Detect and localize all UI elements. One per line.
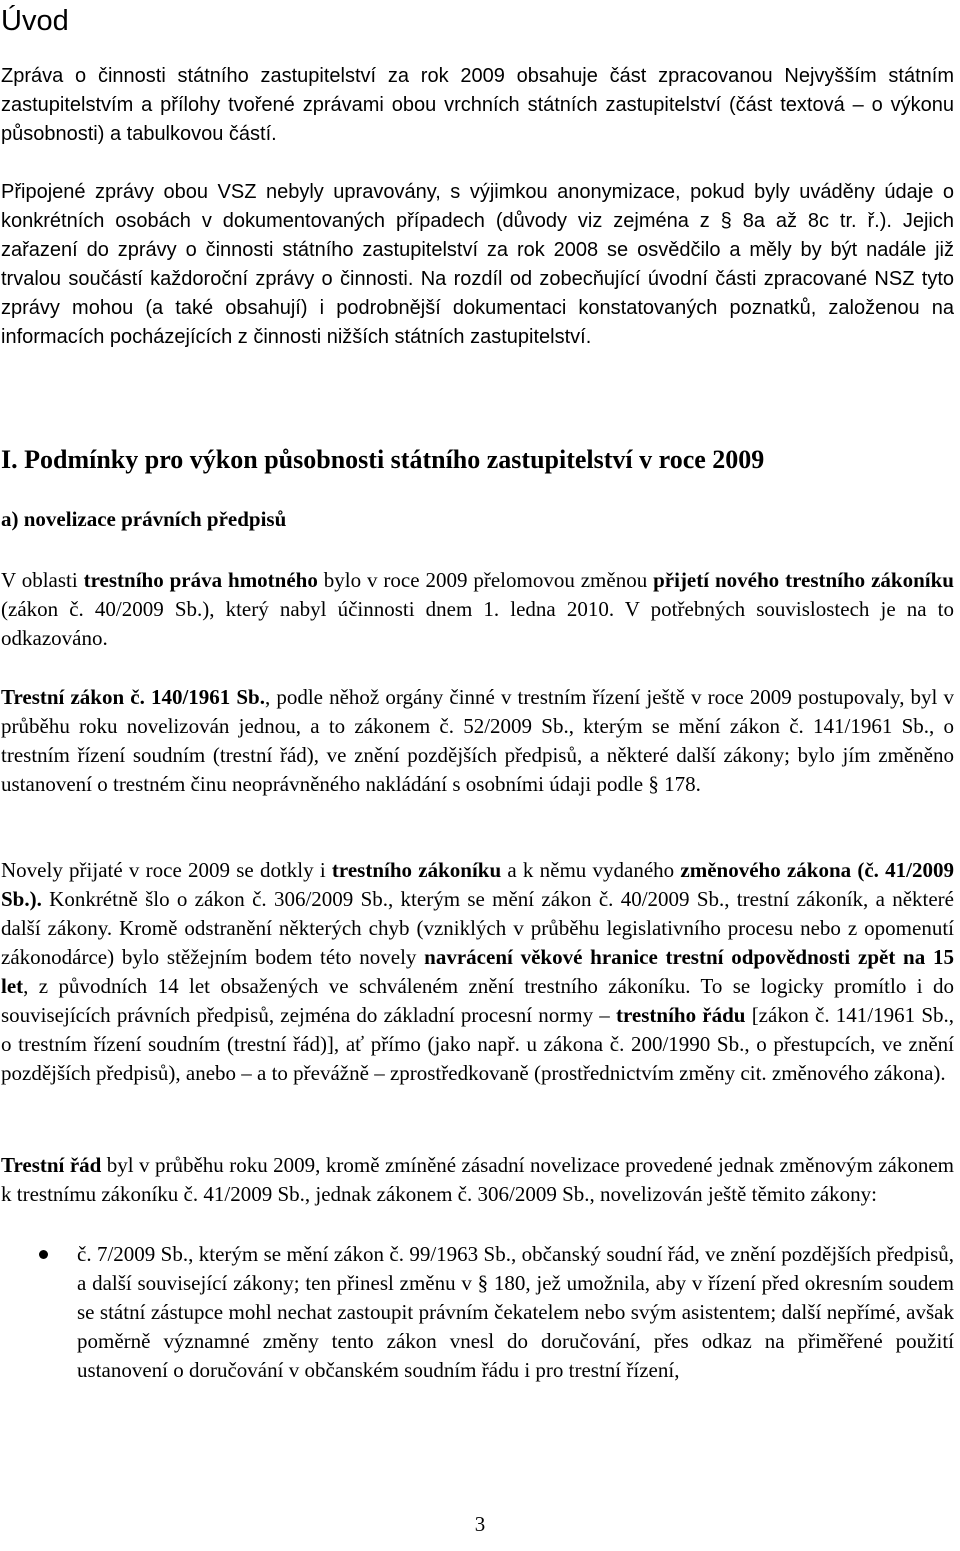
subsection-heading	[1, 507, 954, 532]
list-item-text: č. 7/2009 Sb., kterým se mění zákon č. 99/1963 Sb., občanský soudní řád, ve znění pozdějších předpisů, a další související zákony; ten přinesl změnu v § 180, jež umožnila, aby v řízení před okresním soudem se státní zástupce mohl nechat zastoupit právním čekatelem nebo svým asistentem; další nepřímé, avšak poměrně významné změny tento zákon vnesl do doručování, přes odkaz na přiměřené použití ustanovení o doručování v občanském soudním řádu i pro trestní řízení,	[77, 1242, 954, 1382]
intro-paragraph-1-text: Zpráva o činnosti státního zastupitelství za rok 2009 obsahuje část zpracovanou Nejvyšším státním zastupitelstvím a přílohy tvořené zprávami obou vrchních státních zastupitelství (část textová – o výkonu působnosti) a tabulkovou částí.	[1, 65, 954, 145]
bullet-icon	[39, 1250, 48, 1259]
p3-bold-3: navrácení věkové hranice trestní odpovědnosti zpět na 15 let	[1, 945, 954, 998]
intro-paragraph-2	[1, 178, 954, 352]
intro-paragraph-2-text: Připojené zprávy obou VSZ nebyly upravovány, s výjimkou anonymizace, pokud byly uváděny údaje o konkrétních osobách v dokumentovaných případech (důvody viz zejména z § 8a až 8c tr. ř.). Jejich zařazení do zprávy o činnosti státního zastupitelství za rok 2008 se osvědčilo a měly by být nadále již trvalou součástí každoroční zprávy o činnosti. Na rozdíl od zobecňující úvodní části zpracované NSZ tyto zprávy mohou (a také obsahují) i podrobnější dokumentaci konstatovaných poznatků, založenou na informacích pocházejících z činnosti nižších státních zastupitelství.	[1, 181, 954, 348]
p1-bold-1: trestního práva hmotného	[83, 568, 318, 592]
p3-a: Novely přijaté v roce 2009 se dotkly i	[1, 858, 332, 882]
p2-bold-1: Trestní zákon č. 140/1961 Sb.	[1, 685, 265, 709]
p3-d: Konkrétně šlo o zákon č. 306/2009 Sb., kterým se mění zákon č. 40/2009 Sb., trestní zákoník, a některé další zákony. Kromě odstranění některých chyb (vzniklých v průběhu legislativního procesu nebo z opomenutí zákonodárce) bylo stěžejním bodem této novely	[1, 887, 954, 969]
p2-a: , podle něhož orgány činné v trestním řízení ještě v roce 2009 postupovaly, byl v průběhu roku novelizován jednou, a to zákonem č. 52/2009 Sb., kterým se mění zákon č. 141/1961 Sb., o trestním řízení soudním (trestní řád), ve znění pozdějších předpisů, a některé další zákony; bylo jím změněno ustanovení o trestném činu neoprávněného nakládání s osobními údaji podle § 178.	[1, 685, 954, 796]
p3-e: , z původních 14 let obsažených ve schváleném znění trestního zákoníku. To se logicky promítlo i do souvisejících právních předpisů, zejména do základní procesní normy –	[1, 974, 954, 1027]
page-number: 3	[474, 1512, 486, 1536]
p4-bold-1: Trestní řád	[1, 1153, 102, 1177]
section-paragraph-2	[1, 683, 954, 799]
p1-d: (zákon č. 40/2009 Sb.), který nabyl účinnosti dnem 1. ledna 2010. V potřebných souvislostech je na to odkazováno.	[1, 597, 954, 650]
intro-title: Úvod	[1, 5, 69, 37]
section-paragraph-4-text	[1, 1151, 954, 1209]
p3-c: a k němu vydaného	[501, 858, 681, 882]
section-heading	[1, 445, 954, 475]
p3-f: [zákon č. 141/1961 Sb., o trestním řízení soudním (trestní řád)], ať přímo (jako např. u zákona č. 200/1990 Sb., o přestupcích, ve znění pozdějších předpisů), anebo – a to převážně – zprostředkovaně (prostřednictvím změny cit. změnového zákona).	[1, 1003, 954, 1085]
p3-bold-1: trestního zákoníku	[331, 858, 502, 882]
intro-paragraph-1	[1, 62, 954, 149]
p4-a: byl v průběhu roku 2009, kromě zmíněné zásadní novelizace provedené jednak změnovým zákonem k trestnímu zákoníku č. 41/2009 Sb., jednak zákonem č. 306/2009 Sb., novelizován ještě těmito zákony:	[1, 1153, 955, 1206]
bullet-list-items	[1, 1240, 954, 1385]
section-paragraph-3	[1, 856, 954, 1088]
p1-bold-2: přijetí nového trestního zákoníku	[653, 568, 954, 592]
p3-bold-2: změnového zákona (č. 41/2009 Sb.).	[1, 858, 954, 911]
list-item	[1, 1240, 954, 1385]
p1-a: V oblasti	[1, 568, 84, 592]
section-paragraph-4	[1, 1151, 954, 1209]
bullet-list	[1, 1240, 954, 1385]
section-paragraph-2-text	[1, 683, 954, 799]
section-paragraph-1	[1, 566, 954, 653]
p3-bold-4: trestního řádu	[616, 1003, 746, 1027]
section-paragraph-1-text	[1, 566, 954, 653]
section-heading-text: I. Podmínky pro výkon působnosti státního zastupitelství v roce 2009	[1, 445, 765, 474]
p1-c: bylo v roce 2009 přelomovou změnou	[317, 568, 654, 592]
section-paragraph-3-text	[1, 856, 954, 1088]
subsection-heading-text: a) novelizace právních předpisů	[1, 507, 287, 531]
